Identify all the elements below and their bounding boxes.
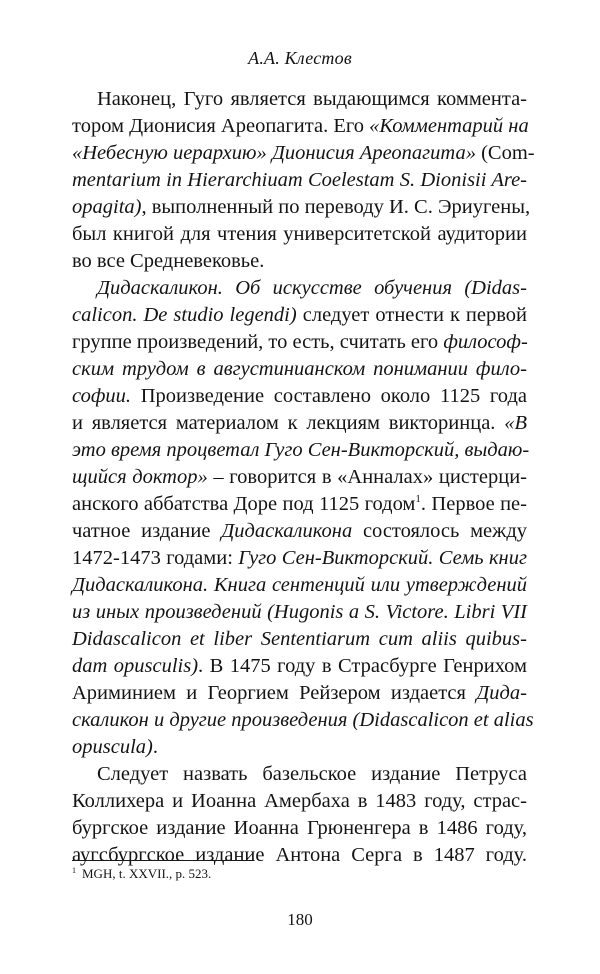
- footnote-divider: [72, 860, 254, 861]
- body-text: [72, 86, 535, 869]
- text-line: [72, 491, 527, 518]
- text-span: Произведение составлено около 1125 года: [131, 385, 527, 407]
- text-line: [72, 653, 527, 680]
- text-span: (Com-: [481, 142, 535, 164]
- italic-text: opagita): [72, 196, 142, 218]
- italic-text: opuscula): [72, 736, 153, 758]
- text-span: Следует назвать базельское издание Петруса: [97, 763, 527, 785]
- italic-text: «Комментарий на: [369, 115, 529, 137]
- italic-text: скаликон и другие произведения (Didascalicon et alias: [72, 709, 534, 731]
- text-line: [72, 707, 534, 734]
- text-span: группе произведений, то есть, считать его: [72, 331, 444, 353]
- page-number: 180: [287, 910, 313, 929]
- text-line: [72, 599, 527, 626]
- text-line: [72, 545, 527, 572]
- text-line: [72, 302, 527, 329]
- text-line: [72, 761, 527, 788]
- footnote: [72, 866, 211, 882]
- text-line: [72, 275, 527, 302]
- italic-text: щийся доктор»: [72, 466, 208, 488]
- text-span: бургское издание Иоанна Грюненгера в 1486 году,: [72, 817, 527, 839]
- text-line: [72, 734, 527, 761]
- footnote-ref: 1: [415, 493, 421, 505]
- text-span: .: [152, 736, 158, 758]
- text-span: Ариминием и Георгием Рейзером издается: [72, 682, 477, 704]
- text-line: [72, 680, 527, 707]
- text-span: анского аббатства Доре под 1125 годом: [72, 493, 416, 515]
- footnote-text: MGH, t. XXVII., p. 523.: [82, 866, 212, 881]
- text-span: 1472-1473 годами:: [72, 547, 239, 569]
- text-line: [72, 113, 527, 140]
- italic-text: «Небесную иерархию» Дионисия Ареопагита»: [72, 142, 482, 164]
- italic-text: mentarium in Hierarchiuam Coelestam S. Dionisii Are-: [72, 169, 527, 191]
- italic-text: софии.: [72, 385, 132, 407]
- text-line: [72, 356, 527, 383]
- text-span: был книгой для чтения университетской аудитории: [72, 223, 527, 245]
- text-line: [72, 572, 527, 599]
- italic-text: Дидаскаликона: [221, 520, 353, 542]
- italic-text: это время процветал Гуго Сен-Викторский, выдаю-: [72, 439, 530, 461]
- text-line: [72, 383, 527, 410]
- italic-text: Дидаскаликона. Книга сентенций или утверждений: [72, 574, 527, 596]
- text-line: [72, 518, 527, 545]
- text-span: состоялось между: [352, 520, 527, 542]
- italic-text: calicon. De studio legendi): [72, 304, 297, 326]
- text-span: и является материалом к лекциям викторинца.: [72, 412, 505, 434]
- text-span: тором Дионисия Ареопагита. Его: [72, 115, 370, 137]
- text-line: [72, 815, 527, 842]
- text-line: [72, 167, 527, 194]
- text-line: [72, 437, 530, 464]
- text-line: [72, 194, 531, 221]
- text-span: Наконец, Гуго является выдающимся коммента-: [97, 88, 527, 110]
- italic-text: ским трудом в августинианском понимании фило-: [72, 358, 527, 380]
- text-span: чатное издание: [72, 520, 222, 542]
- text-line: [72, 221, 527, 248]
- text-line: [72, 842, 527, 869]
- italic-text: Дидаскаликон. Об искусстве обучения (Didas-: [97, 277, 527, 299]
- italic-text: философ-: [443, 331, 528, 353]
- text-span: . Первое пе-: [420, 493, 527, 515]
- text-span: аугсбургское издание Антона Серга в 1487 году.: [72, 844, 527, 866]
- text-span: во все Средневековье.: [72, 250, 265, 272]
- italic-text: из иных произведений (Hugonis a S. Victore. Libri VII: [72, 601, 527, 623]
- running-head-author: А.А. Клестов: [248, 48, 352, 68]
- text-line: [72, 248, 527, 275]
- italic-text: Гуго Сен-Викторский. Семь книг: [238, 547, 527, 569]
- text-span: – говорится в «Анналах» цистерци-: [207, 466, 527, 488]
- text-line: [72, 86, 527, 113]
- text-span: , выполненный по переводу И. С. Эриугены,: [141, 196, 531, 218]
- text-span: . В 1475 году в Страсбурге Генрихом: [198, 655, 528, 677]
- footnote-marker: 1: [72, 866, 76, 875]
- text-line: [72, 626, 527, 653]
- text-span: следует отнести к первой: [296, 304, 528, 326]
- italic-text: «В: [504, 412, 527, 434]
- text-line: [72, 140, 535, 167]
- text-line: [72, 410, 527, 437]
- text-line: [72, 329, 527, 356]
- text-line: [72, 788, 527, 815]
- italic-text: Дида-: [476, 682, 527, 704]
- text-span: Коллихера и Иоанна Амербаха в 1483 году, страс-: [72, 790, 527, 812]
- italic-text: dam opusculis): [72, 655, 199, 677]
- text-line: [72, 464, 527, 491]
- italic-text: Didascalicon et liber Sententiarum cum aliis quibus-: [72, 628, 527, 650]
